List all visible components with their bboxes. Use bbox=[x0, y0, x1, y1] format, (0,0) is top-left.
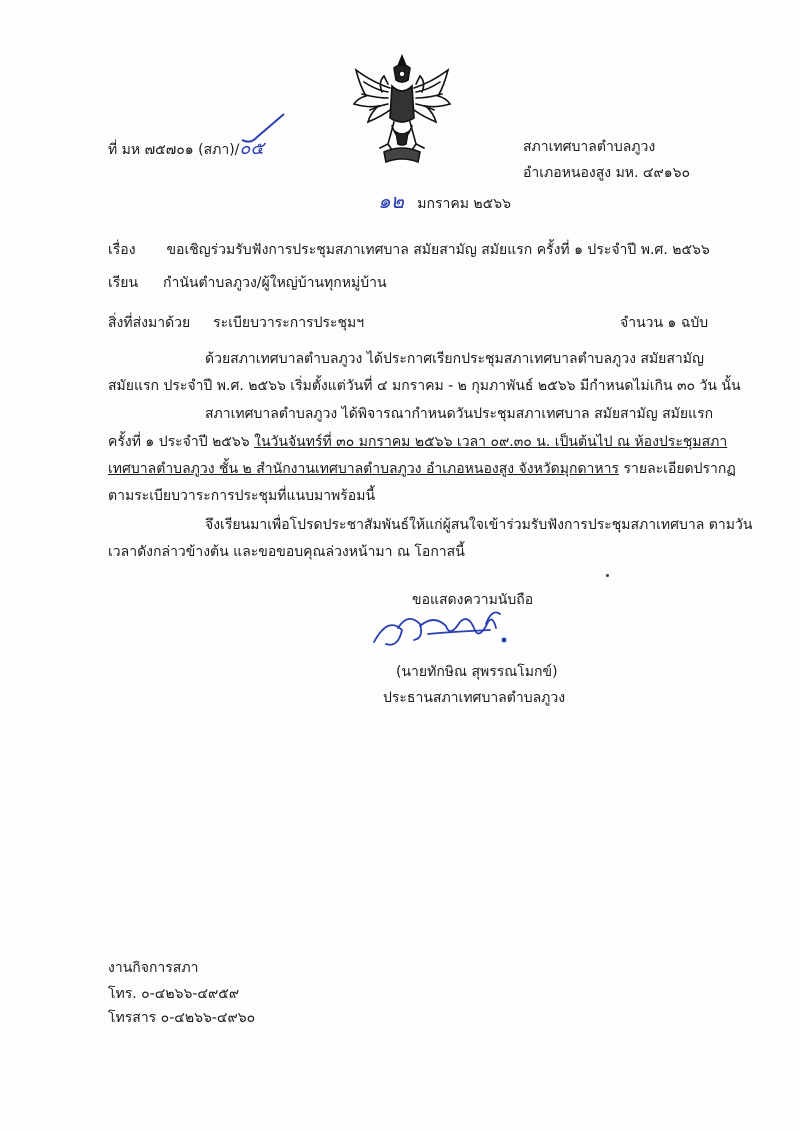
closing-salutation: ขอแสดงความนับถือ bbox=[412, 592, 534, 608]
enclosure-text: ระเบียบวาระการประชุมฯ bbox=[213, 315, 365, 331]
garuda-emblem-icon bbox=[348, 52, 456, 170]
enclosure-label: สิ่งที่ส่งมาด้วย bbox=[108, 315, 191, 331]
reference-handwritten-number: ๐๕ bbox=[239, 138, 265, 159]
office-address: อำเภอหนองสูง มห. ๔๙๑๖๐ bbox=[523, 165, 691, 181]
paragraph-1-line-2: สมัยแรก ประจำปี พ.ศ. ๒๕๖๖ เริ่มตั้งแต่วันที่ ๔ มกราคม - ๒ กุมภาพันธ์ ๒๕๖๖ มีกำหนดไม่เกิน ๓๐ วัน นั้น bbox=[108, 378, 741, 394]
signatory-name: (นายทักษิณ สุพรรณโมกข์) bbox=[396, 664, 558, 680]
paragraph-2-line-1: สภาเทศบาลตำบลภูวง ได้พิจารณากำหนดวันประชุมสภาเทศบาล สมัยสามัญ สมัยแรก bbox=[205, 406, 714, 422]
paragraph-2-line-3-plain: รายละเอียดปรากฏ bbox=[619, 461, 736, 477]
paragraph-1-line-1: ด้วยสภาเทศบาลตำบลภูวง ได้ประกาศเรียกประชุมสภาเทศบาลตำบลภูวง สมัยสามัญ bbox=[205, 351, 704, 367]
date-day-handwritten: ๑๒ bbox=[378, 189, 404, 213]
subject-label: เรื่อง bbox=[108, 242, 136, 258]
recipient-line bbox=[108, 273, 387, 293]
signatory-position: ประธานสภาเทศบาลตำบลภูวง bbox=[383, 690, 566, 706]
meeting-location-underlined: เทศบาลตำบลภูวง ชั้น ๒ สำนักงานเทศบาลตำบลภูวง อำเภอหนองสูง จังหวัดมุกดาหาร bbox=[108, 461, 620, 477]
signature-image bbox=[368, 604, 518, 654]
paragraph-2-line-2-plain: ครั้งที่ ๑ ประจำปี ๒๕๖๖ bbox=[108, 434, 255, 450]
footer-department: งานกิจการสภา bbox=[108, 960, 199, 976]
paragraph-3-line-1: จึงเรียนมาเพื่อโปรดประชาสัมพันธ์ให้แก่ผู้สนใจเข้าร่วมรับฟังการประชุมสภาเทศบาล ตามวัน bbox=[205, 517, 753, 533]
enclosure-quantity: จำนวน ๑ ฉบับ bbox=[620, 315, 709, 331]
letter-date bbox=[378, 191, 511, 214]
recipient-label: เรียน bbox=[108, 275, 139, 291]
paragraph-3-line-2: เวลาดังกล่าวข้างต้น และขอขอบคุณล่วงหน้ามา ณ โอกาสนี้ bbox=[108, 544, 465, 560]
subject-line bbox=[108, 240, 710, 260]
subject-text: ขอเชิญร่วมรับฟังการประชุมสภาเทศบาล สมัยสามัญ สมัยแรก ครั้งที่ ๑ ประจำปี พ.ศ. ๒๕๖๖ bbox=[166, 242, 710, 258]
date-month-year: มกราคม ๒๕๖๖ bbox=[417, 196, 511, 212]
paragraph-2-line-4: ตามระเบียบวาระการประชุมที่แนบมาพร้อมนี้ bbox=[108, 488, 376, 504]
reference-number-prefix: ที่ มห ๗๕๗๐๑ (สภา)/ bbox=[108, 142, 240, 158]
footer-fax: โทรสาร ๐-๔๒๖๖-๔๙๖๐ bbox=[108, 1010, 256, 1026]
footer-phone: โทร. ๐-๔๒๖๖-๔๙๕๙ bbox=[108, 986, 240, 1002]
office-name: สภาเทศบาลตำบลภูวง bbox=[523, 139, 656, 155]
enclosure-line bbox=[108, 313, 364, 333]
paragraph-2-line-3 bbox=[108, 459, 736, 479]
stray-mark bbox=[606, 574, 609, 577]
paragraph-2-line-2 bbox=[108, 432, 727, 452]
meeting-datetime-underlined: ในวันจันทร์ที่ ๓๐ มกราคม ๒๕๖๖ เวลา ๐๙.๓๐ น. เป็นต้นไป ณ ห้องประชุมสภา bbox=[254, 434, 728, 450]
recipient-text: กำนันตำบลภูวง/ผู้ใหญ่บ้านทุกหมู่บ้าน bbox=[162, 275, 387, 291]
handwritten-check-mark-icon bbox=[240, 110, 290, 150]
